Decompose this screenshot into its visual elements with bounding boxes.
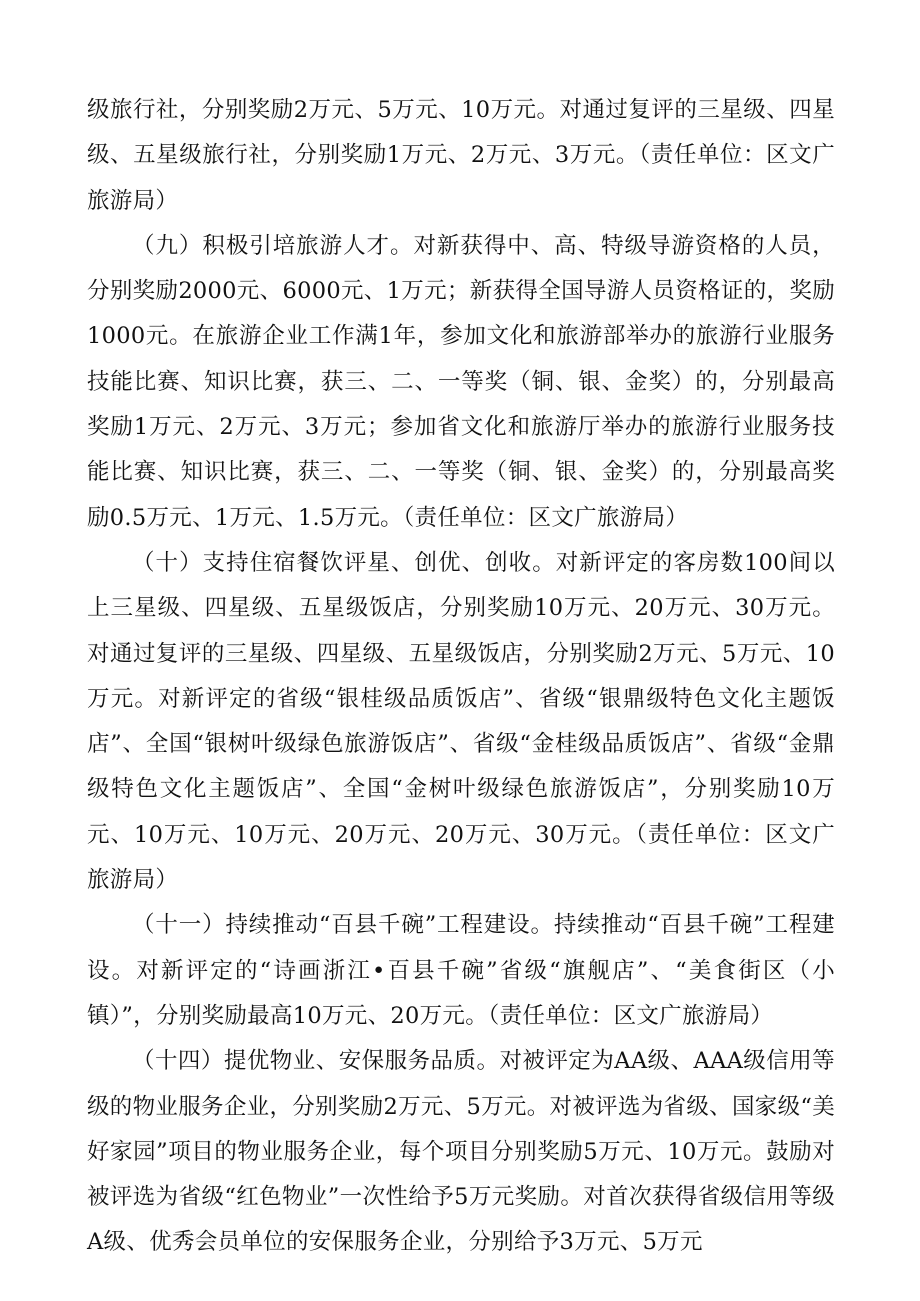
paragraph-tourism-talent: （九）积极引培旅游人才。对新获得中、高、特级导游资格的人员，分别奖励2000元、6000元、1万元；新获得全国导游人员资格证的，奖励1000元。在旅游企业工作满1年，参加文化和旅游部举办的旅游行业服务技能比赛、知识比赛，获三、二、一等奖（铜、银、金奖）的，分别最高奖励1万元、2万元、3万元；参加省文化和旅游厅举办的旅游行业服务技能比赛、知识比赛，获三、二、一等奖（铜、银、金奖）的，分别最高奖励0.5万元、1万元、1.5万元。（责任单位：区文广旅游局） <box>87 232 835 531</box>
paragraph-accommodation-dining: （十）支持住宿餐饮评星、创优、创收。对新评定的客房数100间以上三星级、四星级、五星级饭店，分别奖励10万元、20万元、30万元。对通过复评的三星级、四星级、五星级饭店，分别奖励2万元、5万元、10万元。对新评定的省级“银桂级品质饭店”、省级“银鼎级特色文化主题饭店”、全国“银树叶级绿色旅游饭店”、省级“金桂级品质饭店”、省级“金鼎级特色文化主题饭店”、全国“金树叶级绿色旅游饭店”，分别奖励10万元、10万元、10万元、20万元、20万元、30万元。（责任单位：区文广旅游局） <box>87 549 835 894</box>
paragraph-continuation: 级旅行社，分别奖励2万元、5万元、10万元。对通过复评的三星级、四星级、五星级旅行社，分别奖励1万元、2万元、3万元。（责任单位：区文广旅游局） <box>87 97 835 214</box>
paragraph-hundred-counties: （十一）持续推动“百县千碗”工程建设。持续推动“百县千碗”工程建设。对新评定的“诗画浙江•百县千碗”省级“旗舰店”、“美食街区（小镇）”，分别奖励最高10万元、20万元。（责任单位：区文广旅游局） <box>87 912 835 1029</box>
paragraph-property-security: （十四）提优物业、安保服务品质。对被评定为AA级、AAA级信用等级的物业服务企业，分别奖励2万元、5万元。对被评选为省级、国家级“美好家园”项目的物业服务企业，每个项目分别奖励5万元、10万元。鼓励对被评选为省级“红色物业”一次性给予5万元奖励。对首次获得省级信用等级A级、优秀会员单位的安保服务企业，分别给予3万元、5万元 <box>87 1048 835 1256</box>
document-body <box>87 88 835 1266</box>
